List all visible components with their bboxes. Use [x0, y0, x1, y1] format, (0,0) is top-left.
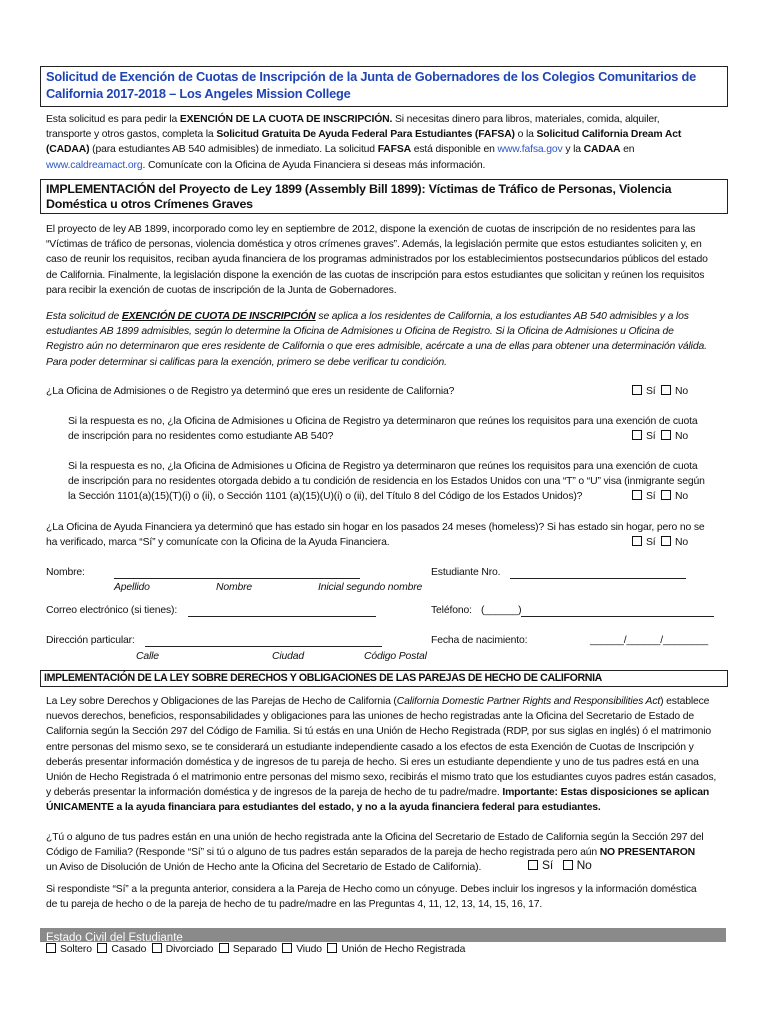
estudiante-label: Estudiante Nro.: [431, 567, 501, 578]
checkbox-casado[interactable]: [97, 943, 107, 953]
fafsa-link[interactable]: www.fafsa.gov: [497, 144, 563, 156]
email-input[interactable]: [188, 616, 376, 617]
checkbox-no[interactable]: [661, 490, 671, 500]
inicial-caption: Inicial segundo nombre: [318, 582, 423, 593]
checkbox-divorciado[interactable]: [152, 943, 162, 953]
caldreamact-link[interactable]: www.caldreamact.org: [46, 159, 143, 171]
nombre-label: Nombre:: [46, 567, 85, 578]
telefono-label: Teléfono:: [431, 605, 472, 616]
section1-italic-note: Esta solicitud de EXENCIÓN DE CUOTA DE INSCRIPCIÓN se aplica a los residentes de California, a los estudiantes AB 540 admisibles y a los estudiantes AB 1899 admisibles, según lo determine la Oficina de Admisiones u Oficina de Registro. Si la Oficina de Admisiones u Oficina de Registro aún no determinaron que eres residente de California o que eres admisible, acércate a una de ellas para obtener una determinación válida. Para poder determinar si calificas para la exención, primero se debe verificar tu condición.: [46, 311, 707, 368]
correo-label: Correo electrónico (si tienes):: [46, 605, 178, 616]
checkbox-soltero[interactable]: [46, 943, 56, 953]
direccion-label: Dirección particular:: [46, 635, 135, 646]
checkbox-union-de-hecho[interactable]: [327, 943, 337, 953]
checkbox-no[interactable]: [661, 430, 671, 440]
phone-input[interactable]: [521, 616, 714, 617]
checkbox-no[interactable]: [661, 536, 671, 546]
section1-paragraph: El proyecto de ley AB 1899, incorporado como ley en septiembre de 2012, dispone la exención de cuotas de inscripción de no residentes para las “Víctimas de tráfico de personas, violencia doméstica y otros crímenes graves”. Además, la legislación permite que estos estudiantes soliciten y, en caso de reunir los requisitos, reciban ayuda financiera de los programas administrados por los establecimientos postsecundarios públicos del estado de California. Finalmente, la legislación dispone la exención de las cuotas de inscripción para estos estudiantes que solicitan y reúnen los requisitos para recibir la exención de cuotas de inscripción de la Junta de Gobernadores.: [46, 224, 708, 296]
yes-no-visa: Sí No: [632, 489, 688, 504]
yes-no-resident: Sí No: [632, 384, 688, 399]
nombre-caption: Nombre: [216, 582, 253, 593]
checkbox-separado[interactable]: [219, 943, 229, 953]
checkbox-yes[interactable]: [632, 536, 642, 546]
question-domestic-partner: ¿Tú o alguno de tus padres están en una unión de hecho registrada ante la Oficina del Secretario de Estado de California según la Sección 297 del Código de Familia? (Responde “Sí” si tú o alguno de tus padres están separados de la pareja de hecho registrada pero aún NO PRESENTARON un Aviso de Disolución de Unión de Hecho ante la Oficina del Secretario de Estado de California).: [46, 832, 704, 874]
codigo-caption: Código Postal: [364, 651, 427, 662]
checkbox-yes[interactable]: [632, 430, 642, 440]
question-visa: Si la respuesta es no, ¿la Oficina de Admisiones u Oficina de Registro ya determinaron que reúnes los requisitos para una exención de cuota de inscripción para no residentes otorgada debido a tu condición de residencia en los Estados Unidos con una “T” o “U” visa (inmigrante según la Sección 1101(a)(15)(T)(i) o (ii), o Sección 1101 (a)(15)(U)(i) o (ii), del Título 8 del Código de los Estados Unidos)?: [68, 461, 705, 503]
question-homeless: ¿La Oficina de Ayuda Financiera ya determinó que has estado sin hogar en los pasados 24 meses (homeless)? Si has estado sin hogar, pero no se ha verificado, marca “Sí” y comunícate con la Oficina de la Ayuda Financiera.: [46, 522, 705, 549]
yes-no-domestic-partner: Sí No: [528, 858, 592, 873]
checkbox-yes[interactable]: [632, 385, 642, 395]
name-input-line[interactable]: [114, 578, 360, 579]
marital-status-header: Estado Civil del Estudiante: [40, 928, 726, 942]
intro-paragraph: Esta solicitud es para pedir la EXENCIÓN DE LA CUOTA DE INSCRIPCIÓN. Si necesitas dinero para libros, materiales, comida, alquiler, transporte y otros gastos, completa la Solicitud Gratuita De Ayuda Federal Para Estudiantes (FAFSA) o la Solicitud California Dream Act (CADAA) (para estudiantes AB 540 admisibles) de inmediato. La solicitud FAFSA está disponible en www.fafsa.gov y la CADAA en www.caldreamact.org. Comunícate con la Oficina de Ayuda Financiera si deseas más información.: [46, 114, 682, 171]
marital-status-options: Soltero Casado Divorciado Separado Viudo Unión de Hecho Registrada: [46, 942, 465, 957]
fecha-label: Fecha de nacimiento:: [431, 635, 528, 646]
question-resident: ¿La Oficina de Admisiones o de Registro ya determinó que eres un residente de California?: [46, 386, 455, 397]
address-input[interactable]: [145, 646, 382, 647]
checkbox-yes[interactable]: [632, 490, 642, 500]
yes-no-homeless: Sí No: [632, 535, 688, 550]
section1-title: IMPLEMENTACIÓN del Proyecto de Ley 1899 (Assembly Bill 1899): Víctimas de Tráfico de Personas, Violencia Doméstica u otros Crímenes Graves: [46, 182, 672, 211]
checkbox-no[interactable]: [661, 385, 671, 395]
apellido-caption: Apellido: [114, 582, 150, 593]
yes-no-ab540: Sí No: [632, 429, 688, 444]
birthdate-input[interactable]: ______/______/________: [590, 635, 709, 646]
checkbox-viudo[interactable]: [282, 943, 292, 953]
section2-title: IMPLEMENTACIÓN DE LA LEY SOBRE DERECHOS Y OBLIGACIONES DE LAS PAREJAS DE HECHO DE CALIFORNIA: [44, 672, 602, 684]
checkbox-no[interactable]: [563, 860, 573, 870]
section2-paragraph: La Ley sobre Derechos y Obligaciones de las Parejas de Hecho de California (California Domestic Partner Rights and Responsibilities Act) establece nuevos derechos, beneficios, responsabilidades y obligaciones para las uniones de hecho registradas ante la Oficina del Secretario de Estado de California según la Sección 297 del Código de Familia. Si tú estás en una Unión de Hecho Registrada (RDP, por sus siglas en inglés) ó el matrimonio entre personas del mismo sexo, se te considerará un estudiante independiente casado a los efectos de esta Exención de Cuotas de Inscripción y deberás presentar información doméstica y de ingresos de tu pareja de hecho. Si eres un estudiante dependiente y uno de tus padres está en una Unión de Hecho Registrada ó el matrimonio entre personas del mismo sexo, recibirás el mismo trato que los estudiantes cuyos padres están casados, y deberás presentar la información doméstica y de ingresos de la pareja de hecho de tu padre/madre. Importante: Estas disposiciones se aplican ÚNICAMENTE a la ayuda financiara para estudiantes del estado, y no a la ayuda financiera federal para estudiantes.: [46, 696, 717, 814]
domestic-partner-followup: Si respondiste “Sí” a la pregunta anterior, considera a la Pareja de Hecho como un cónyuge. Debes incluir los ingresos y la información doméstica de tu pareja de hecho o de la pareja de hecho de tu padre/madre en las Preguntas 4, 11, 12, 13, 14, 15, 16, 17.: [46, 884, 697, 911]
question-ab540: Si la respuesta es no, ¿la Oficina de Admisiones u Oficina de Registro ya determinaron que reúnes los requisitos para una exención de cuota de inscripción para no residentes como estudiante AB 540?: [68, 416, 698, 443]
checkbox-yes[interactable]: [528, 860, 538, 870]
page-title: Solicitud de Exención de Cuotas de Inscripción de la Junta de Gobernadores de los Colegios Comunitarios de California 2017-2018 – Los Angeles Mission College: [46, 69, 697, 101]
ciudad-caption: Ciudad: [272, 651, 305, 662]
student-number-input[interactable]: [510, 578, 686, 579]
calle-caption: Calle: [136, 651, 159, 662]
phone-area-code[interactable]: (______): [481, 605, 522, 616]
